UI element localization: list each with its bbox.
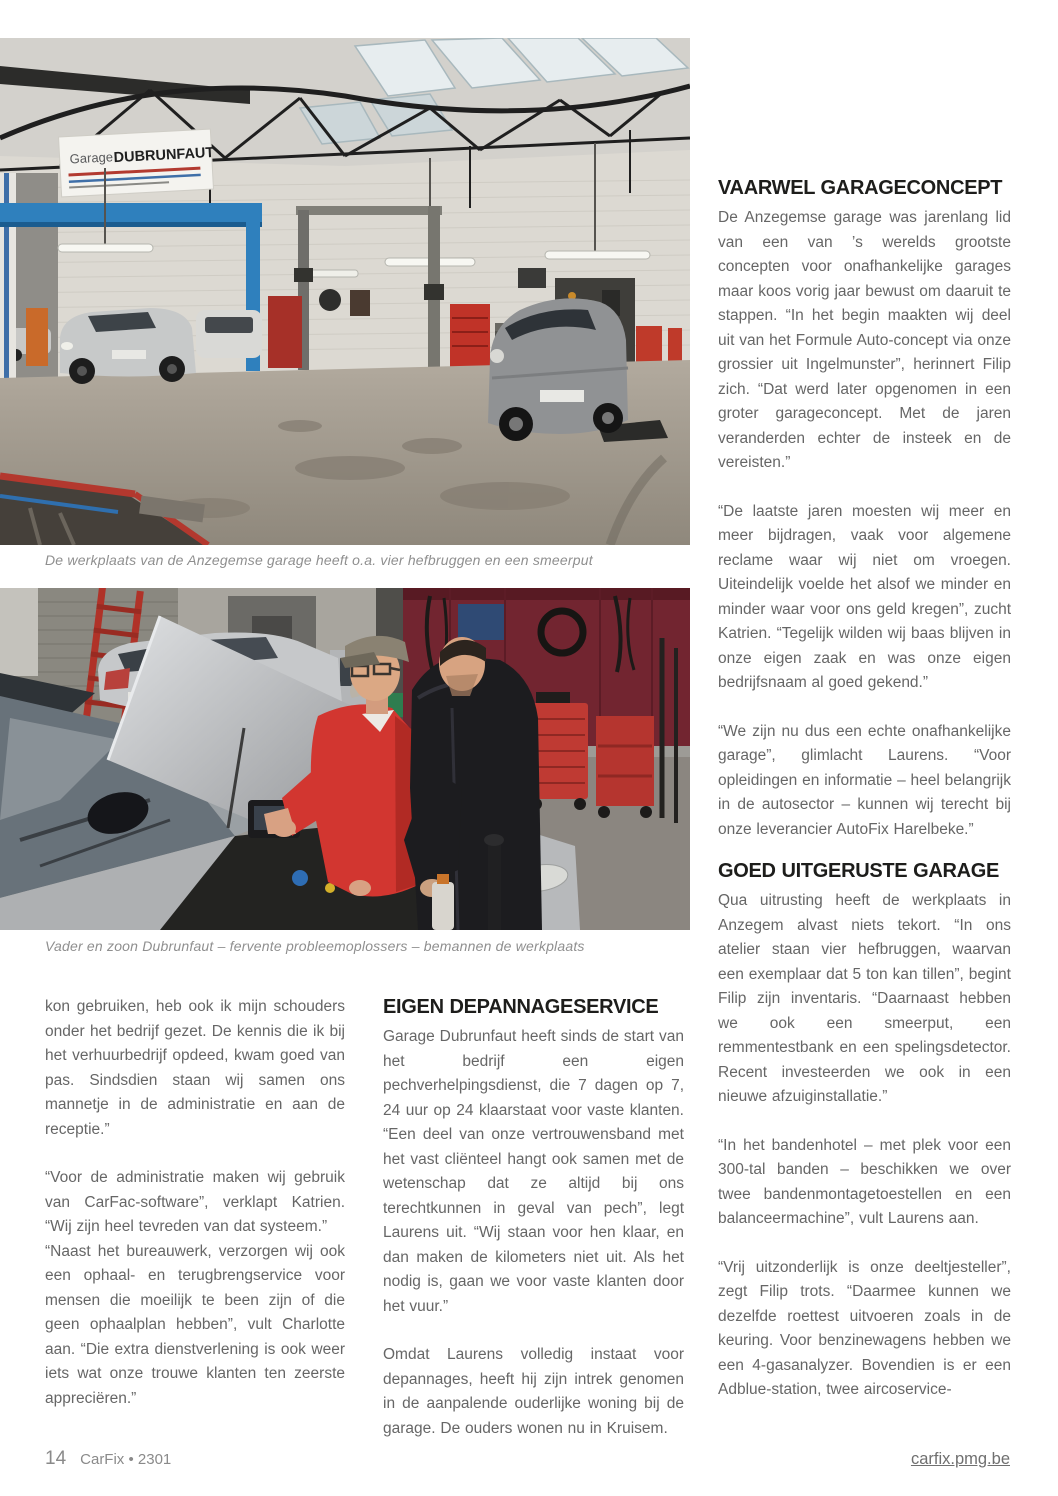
section-heading-depannage: EIGEN DEPANNAGESERVICE bbox=[383, 996, 659, 1018]
car-silver-hatchback bbox=[60, 308, 196, 384]
workshop-overview-photo bbox=[0, 38, 690, 545]
banner-text: GarageDUBRUNFAUT bbox=[69, 144, 215, 167]
orange-machine bbox=[26, 308, 48, 366]
tool-trolley bbox=[596, 716, 654, 806]
blue-poster bbox=[458, 604, 504, 640]
paragraph: Qua uitrusting heeft de werkplaats in Anzegem alvast niets tekort. “In ons atelier staan vier hefbruggen, waarvan een exemplaar dat 5 ton kan tillen”, begint Filip zijn inventaris. “Daarnaast hebben we ook een smeerput, een remmentestbank en een spelingsdetector. Recent investeerden we ook in een nieuwe afzuiginstallatie.” bbox=[718, 892, 1011, 1105]
photo-caption-middle: Vader en zoon Dubrunfaut – fervente probleemoplossers – bemannen de werkplaats bbox=[45, 938, 585, 954]
paragraph: kon gebruiken, heb ook ik mijn schouders onder het bedrijf gezet. De kennis die ik bij het verhuurbedrijf opdeed, kwam goed van pas. Sindsdien staan wij samen ons mannetje in de administratie en aan de receptie.” bbox=[45, 998, 345, 1138]
son-figure bbox=[404, 637, 542, 930]
paragraph: “Vrij uitzonderlijk is onze deeltjesteller”, zegt Filip trots. “Daarmee kunnen we dezelfde roettest uitvoeren zoals in de keuring. Voor benzinewagens hebben we een 4-gasanalyzer. Bovendien is er een Adblue-station, twee aircoservice- bbox=[718, 1258, 1011, 1398]
spray-bottle bbox=[432, 874, 454, 930]
paragraph: De Anzegemse garage was jarenlang lid van een van ’s werelds grootste concepten voor onafhankelijke garages maar koos vorig jaar bewust om daaruit te stappen. “In het begin maakten wij deel uit van het Formule Auto-concept via onze grossier uit Ingelmunster”, herinnert Filip zich. “Dat werd later opgenomen in een groter garageconcept. Met de jaren veranderden echter de insteek en de vereisten.” bbox=[718, 209, 1011, 471]
section-heading-vaarwel: VAARWEL GARAGECONCEPT bbox=[718, 177, 1003, 199]
father-son-photo bbox=[0, 588, 690, 930]
paragraph: Garage Dubrunfaut heeft sinds de start van het bedrijf een eigen pechverhelpingsdienst, die 7 dagen op 7, 24 uur op 24 klaarstaat voor vaste klanten. “Een deel van onze vertrouwensband met het vast cliënteel hangt ook samen met de wetenschap dat ze altijd bij ons terechtkunnen in geval van pech”, legt Laurens uit. “Wij staan voor hen klaar, en dan maken de kilometers niet uit. Als het nodig is, gaan we voor vaste klanten door het vuur.” bbox=[383, 1028, 684, 1315]
hose-reel bbox=[319, 289, 341, 311]
license-plate bbox=[112, 350, 146, 359]
website-link[interactable]: carfix.pmg.be bbox=[910, 1450, 1010, 1468]
paragraph: “In het bandenhotel – met plek voor een 300-tal banden – beschikken we over twee bandenmontagetoestellen en een balanceermachine”, vult Laurens aan. bbox=[718, 1136, 1011, 1227]
car-white-sedan bbox=[196, 310, 262, 358]
page-footer bbox=[45, 1448, 1010, 1478]
hand bbox=[272, 819, 296, 837]
photo-caption-top: De werkplaats van de Anzegemse garage heeft o.a. vier hefbruggen en een smeerput bbox=[45, 552, 593, 568]
page-number: 14 bbox=[45, 1448, 67, 1469]
paragraph: “De laatste jaren moesten wij meer en meer bijdragen, vaak voor algemene reclame waar wij niet om vroegen. Uiteindelijk voelde het alsof we minder en minder waar voor ons geld kregen”, zucht Katrien. “Tegelijk wilden wij baas blijven in onze eigen zaak en was onze eigen bedrijfsnaam al goed gekend.” bbox=[718, 502, 1011, 691]
paragraph: “We zijn nu dus een echte onafhankelijke garage”, glimlacht Laurens. “Voor opleidingen en informatie – heel belangrijk in de autosector – kunnen wij terecht bij onze leverancier AutoFix Harelbeke.” bbox=[718, 722, 1011, 838]
article-column-middle bbox=[383, 995, 684, 1441]
paragraph: “Naast het bureauwerk, verzorgen wij ook een ophaal- en terugbrengservice voor mensen die moeilijk te been zijn of die geen ophaalplan hebben”, vult Charlotte aan. “Die extra dienstverlening is ook weer iets wat onze trouwe klanten ten zeerste appreciëren.” bbox=[45, 1242, 345, 1407]
long-tool bbox=[488, 843, 501, 930]
license-plate bbox=[540, 390, 584, 402]
magazine-issue: CarFix • 2301 bbox=[80, 1451, 172, 1468]
paragraph: “Voor de administratie maken wij gebruik van CarFac-software”, verklapt Katrien. “Wij zijn heel tevreden van dat systeem.” bbox=[45, 1169, 345, 1235]
banner-sign bbox=[59, 129, 217, 197]
article-column-left bbox=[45, 995, 345, 1411]
article-column-right bbox=[718, 176, 1011, 1403]
paragraph: Omdat Laurens volledig instaat voor depannages, heeft hij zijn intrek genomen in de aanpalende ouderlijke woning bij de garage. De ouders wonen nu in Kruisem. bbox=[383, 1346, 684, 1437]
section-heading-uitgerust: GOED UITGERUSTE GARAGE bbox=[718, 860, 1000, 882]
